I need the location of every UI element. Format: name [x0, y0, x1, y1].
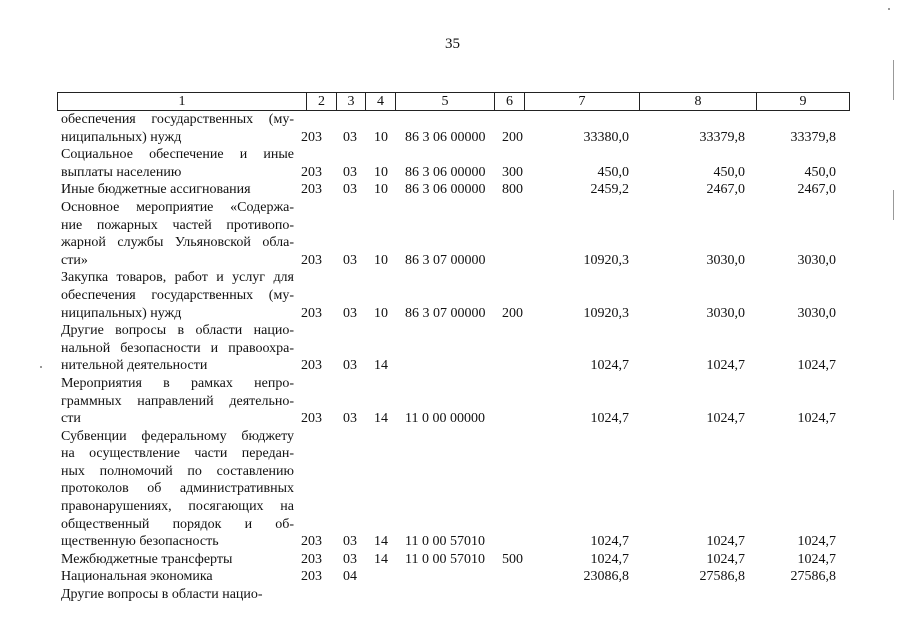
- row-label-line: сти: [61, 411, 81, 427]
- cell-c3: 03: [343, 305, 357, 321]
- table-row: [61, 586, 851, 604]
- cell-c5: 11 0 00 57010: [405, 534, 485, 550]
- cell-c3: 04: [343, 569, 357, 585]
- cell-c4: 10: [374, 305, 388, 321]
- cell-c5: 86 3 07 00000: [405, 305, 486, 321]
- row-label-line: граммных направлений деятельно-: [61, 393, 294, 409]
- cell-c6: 500: [502, 551, 523, 567]
- row-label-line: щественную безопасность: [61, 534, 219, 550]
- row-label-line: жарной службы Ульяновской обла-: [61, 235, 294, 251]
- cell-c8: 33379,8: [699, 129, 745, 145]
- scan-speck: [40, 366, 42, 368]
- row-label: [61, 322, 298, 375]
- cell-c2: 203: [301, 182, 322, 198]
- cell-c8: 3030,0: [706, 252, 745, 268]
- table-row: [61, 199, 851, 269]
- scan-speck: [893, 190, 894, 220]
- cell-c7: 450,0: [597, 164, 629, 180]
- row-label: [61, 568, 298, 586]
- table-row: [61, 428, 851, 551]
- cell-c3: 03: [343, 164, 357, 180]
- header-cell-3: 3: [336, 93, 365, 110]
- cell-c2: 203: [301, 164, 322, 180]
- row-label: [61, 586, 298, 604]
- row-label-line: сти»: [61, 252, 88, 268]
- row-label-line: нальной безопасности и правоохра-: [61, 340, 294, 356]
- row-label-line: Субвенции федеральному бюджету: [61, 428, 294, 444]
- cell-c2: 203: [301, 534, 322, 550]
- budget-table-body: [61, 111, 851, 604]
- cell-c2: 203: [301, 305, 322, 321]
- cell-c8: 1024,7: [706, 534, 745, 550]
- cell-c4: 14: [374, 534, 388, 550]
- table-row: [61, 322, 851, 375]
- table-row: [61, 568, 851, 586]
- row-label-line: Межбюджетные трансферты: [61, 551, 233, 567]
- row-label-line: правонарушениях, посягающих на: [61, 499, 294, 515]
- table-row: [61, 375, 851, 428]
- row-label: [61, 111, 298, 146]
- page-number: 35: [445, 36, 460, 52]
- row-label-line: ние пожарных частей противопо-: [61, 217, 294, 233]
- cell-c7: 1024,7: [590, 551, 629, 567]
- cell-c5: 86 3 06 00000: [405, 129, 486, 145]
- cell-c7: 10920,3: [583, 305, 629, 321]
- row-label-line: Основное мероприятие «Содержа-: [61, 199, 294, 215]
- cell-c9: 3030,0: [797, 305, 836, 321]
- cell-c9: 27586,8: [790, 569, 836, 585]
- cell-c5: 86 3 07 00000: [405, 252, 486, 268]
- row-label-line: на осуществление части передан-: [61, 446, 294, 462]
- row-label-line: Закупка товаров, работ и услуг для: [61, 270, 294, 286]
- cell-c3: 03: [343, 252, 357, 268]
- cell-c4: 14: [374, 358, 388, 374]
- cell-c4: 10: [374, 182, 388, 198]
- cell-c7: 1024,7: [590, 411, 629, 427]
- cell-c3: 03: [343, 129, 357, 145]
- cell-c6: 200: [502, 305, 523, 321]
- row-label-line: обеспечения государственных (му-: [61, 287, 294, 303]
- row-label: [61, 375, 298, 428]
- row-label-line: Другие вопросы в области нацио-: [61, 323, 294, 339]
- cell-c9: 33379,8: [790, 129, 836, 145]
- table-header: [57, 92, 850, 111]
- cell-c7: 1024,7: [590, 534, 629, 550]
- row-label-line: протоколов об административных: [61, 481, 294, 497]
- row-label-line: Иные бюджетные ассигнования: [61, 182, 251, 198]
- table-row: [61, 146, 851, 181]
- row-label-line: общественный порядок и об-: [61, 516, 294, 532]
- header-cell-5: 5: [395, 93, 494, 110]
- header-cell-8: 8: [639, 93, 756, 110]
- cell-c3: 03: [343, 358, 357, 374]
- cell-c4: 10: [374, 252, 388, 268]
- cell-c4: 10: [374, 129, 388, 145]
- row-label-line: ниципальных) нужд: [61, 129, 182, 145]
- cell-c7: 2459,2: [590, 182, 629, 198]
- cell-c9: 450,0: [804, 164, 836, 180]
- cell-c3: 03: [343, 182, 357, 198]
- cell-c9: 1024,7: [797, 358, 836, 374]
- row-label-line: ниципальных) нужд: [61, 305, 182, 321]
- cell-c2: 203: [301, 129, 322, 145]
- cell-c9: 3030,0: [797, 252, 836, 268]
- cell-c4: 10: [374, 164, 388, 180]
- cell-c5: 86 3 06 00000: [405, 182, 486, 198]
- row-label-line: Другие вопросы в области нацио-: [61, 587, 263, 603]
- row-label: [61, 199, 298, 269]
- scan-speck: [888, 8, 890, 10]
- row-label-line: обеспечения государственных (му-: [61, 112, 294, 127]
- cell-c4: 14: [374, 551, 388, 567]
- cell-c9: 1024,7: [797, 534, 836, 550]
- table-row: [61, 181, 851, 199]
- cell-c7: 10920,3: [583, 252, 629, 268]
- row-label: [61, 551, 298, 569]
- row-label: [61, 269, 298, 322]
- cell-c7: 1024,7: [590, 358, 629, 374]
- header-cell-2: 2: [306, 93, 336, 110]
- row-label-line: Мероприятия в рамках непро-: [61, 375, 294, 391]
- table-row: [61, 551, 851, 569]
- cell-c7: 23086,8: [583, 569, 629, 585]
- scan-speck: [893, 60, 894, 100]
- cell-c9: 1024,7: [797, 411, 836, 427]
- cell-c8: 2467,0: [706, 182, 745, 198]
- row-label: [61, 181, 298, 199]
- cell-c6: 800: [502, 182, 523, 198]
- cell-c8: 27586,8: [699, 569, 745, 585]
- cell-c6: 300: [502, 164, 523, 180]
- table-row: [61, 111, 851, 146]
- header-cell-1: 1: [178, 94, 186, 109]
- cell-c2: 203: [301, 252, 322, 268]
- cell-c3: 03: [343, 534, 357, 550]
- cell-c9: 1024,7: [797, 551, 836, 567]
- cell-c8: 1024,7: [706, 411, 745, 427]
- cell-c8: 450,0: [713, 164, 745, 180]
- cell-c2: 203: [301, 358, 322, 374]
- cell-c2: 203: [301, 411, 322, 427]
- cell-c3: 03: [343, 411, 357, 427]
- cell-c5: 11 0 00 00000: [405, 411, 485, 427]
- table-row: [61, 269, 851, 322]
- header-cell-7: 7: [524, 93, 639, 110]
- header-cell-9: 9: [756, 93, 849, 110]
- row-label-line: нительной деятельности: [61, 358, 208, 374]
- cell-c2: 203: [301, 551, 322, 567]
- row-label-line: Национальная экономика: [61, 569, 213, 585]
- cell-c4: 14: [374, 411, 388, 427]
- cell-c6: 200: [502, 129, 523, 145]
- row-label: [61, 428, 298, 551]
- cell-c8: 3030,0: [706, 305, 745, 321]
- header-cell-6: 6: [494, 93, 524, 110]
- row-label-line: Социальное обеспечение и иные: [61, 147, 294, 163]
- cell-c9: 2467,0: [797, 182, 836, 198]
- cell-c2: 203: [301, 569, 322, 585]
- cell-c8: 1024,7: [706, 358, 745, 374]
- cell-c3: 03: [343, 551, 357, 567]
- cell-c8: 1024,7: [706, 551, 745, 567]
- row-label-line: выплаты населению: [61, 164, 182, 180]
- cell-c7: 33380,0: [583, 129, 629, 145]
- cell-c5: 11 0 00 57010: [405, 551, 485, 567]
- row-label: [61, 146, 298, 181]
- header-cell-4: 4: [365, 93, 395, 110]
- row-label-line: ных полномочий по составлению: [61, 463, 294, 479]
- cell-c5: 86 3 06 00000: [405, 164, 486, 180]
